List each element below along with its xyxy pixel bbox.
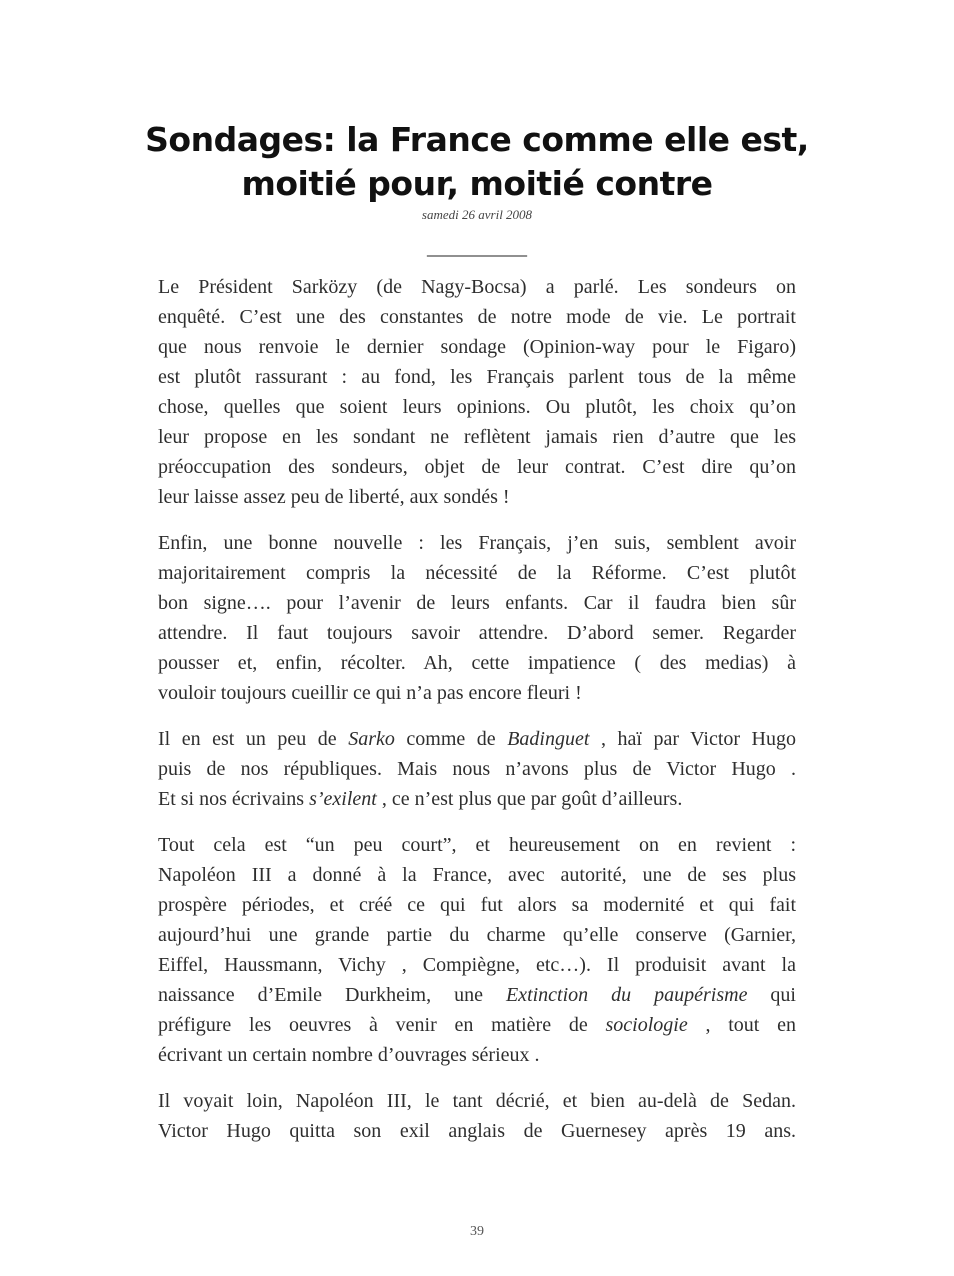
text-segment: enquêté. C’est une des constantes de notre mode de vie. Le portrait	[158, 306, 796, 328]
text-segment: naissance d’Emile Durkheim, une	[158, 984, 506, 1006]
text-line	[158, 678, 796, 708]
text-segment: Tout cela est “un peu court”, et heureusement on en revient :	[158, 834, 796, 856]
text-segment: majoritairement compris la nécessité de la Réforme. C’est plutôt	[158, 562, 796, 584]
text-line	[158, 558, 796, 588]
text-segment: attendre. Il faut toujours savoir attendre. D’abord semer. Regarder	[158, 622, 796, 644]
text-line	[158, 724, 796, 754]
text-line	[158, 754, 796, 784]
text-segment: écrivant un certain nombre d’ouvrages sérieux .	[158, 1044, 540, 1066]
text-line	[158, 1116, 796, 1146]
text-segment: préfigure les oeuvres à venir en matière de	[158, 1014, 606, 1036]
text-line	[158, 1010, 796, 1040]
text-line	[158, 890, 796, 920]
paragraph	[158, 528, 796, 708]
text-line	[158, 528, 796, 558]
text-segment: pousser et, enfin, récolter. Ah, cette impatience ( des medias) à	[158, 652, 796, 674]
text-segment: Et si nos écrivains	[158, 788, 310, 810]
text-segment: est plutôt rassurant : au fond, les Français parlent tous de la même	[158, 366, 796, 388]
text-segment: aujourd’hui une grande partie du charme qu’elle conserve (Garnier,	[158, 924, 796, 946]
text-segment: chose, quelles que soient leurs opinions. Ou plutôt, les choix qu’on	[158, 396, 796, 418]
text-segment: Victor Hugo quitta son exil anglais de Guernesey après 19 ans.	[158, 1120, 796, 1142]
italic-text: s’exilent	[309, 788, 377, 810]
text-line	[158, 332, 796, 362]
text-line	[158, 452, 796, 482]
text-line	[158, 588, 796, 618]
article-date: samedi 26 avril 2008	[421, 207, 533, 222]
title-line: moitié pour, moitié contre	[241, 164, 713, 203]
text-line	[158, 860, 796, 890]
text-segment: Enfin, une bonne nouvelle : les Français, j’en suis, semblent avoir	[158, 532, 796, 554]
text-segment: bon signe…. pour l’avenir de leurs enfants. Car il faudra bien sûr	[158, 592, 796, 614]
italic-text: Extinction du paupérisme	[505, 984, 748, 1006]
text-line	[158, 482, 796, 512]
text-line	[158, 422, 796, 452]
text-line	[158, 618, 796, 648]
paragraph	[158, 830, 796, 1070]
paragraph	[158, 1086, 796, 1146]
text-segment: vouloir toujours cueillir ce qui n’a pas encore fleuri !	[158, 682, 582, 704]
page-number: 39	[470, 1224, 484, 1239]
article-body	[158, 272, 796, 1162]
text-line	[158, 920, 796, 950]
text-line	[158, 950, 796, 980]
text-segment: , haï par Victor Hugo	[589, 728, 796, 750]
paragraph	[158, 272, 796, 512]
article-title	[0, 118, 954, 206]
text-segment: comme de	[394, 728, 508, 750]
text-segment: Le Président Sarközy (de Nagy-Bocsa) a parlé. Les sondeurs on	[158, 276, 796, 298]
text-segment: que nous renvoie le dernier sondage (Opinion-way pour le Figaro)	[158, 336, 796, 358]
text-segment: Napoléon III a donné à la France, avec autorité, une de ses plus	[158, 864, 796, 886]
separator-rule: __________	[427, 237, 527, 259]
text-segment: leur propose en les sondant ne reflètent jamais rien d’autre que les	[158, 426, 796, 448]
text-segment: puis de nos républiques. Mais nous n’avons plus de Victor Hugo .	[158, 758, 796, 780]
italic-text: Badinguet	[507, 728, 590, 750]
text-line	[158, 272, 796, 302]
text-line	[158, 1040, 796, 1070]
text-line	[158, 980, 796, 1010]
text-line	[158, 362, 796, 392]
text-line	[158, 1086, 796, 1116]
text-line	[158, 830, 796, 860]
text-line	[158, 648, 796, 678]
paragraph	[158, 724, 796, 814]
text-segment: , tout en	[687, 1014, 796, 1036]
text-segment: , ce n’est plus que par goût d’ailleurs.	[376, 788, 683, 810]
title-line: Sondages: la France comme elle est,	[145, 120, 809, 159]
text-segment: Eiffel, Haussmann, Vichy , Compiègne, etc…). Il produisit avant la	[158, 954, 796, 976]
text-segment: leur laisse assez peu de liberté, aux sondés !	[158, 486, 510, 508]
text-segment: préoccupation des sondeurs, objet de leur contrat. C’est dire qu’on	[158, 456, 796, 478]
italic-text: Sarko	[348, 728, 395, 750]
text-line	[158, 302, 796, 332]
text-line	[158, 392, 796, 422]
text-segment: qui	[747, 984, 796, 1006]
text-segment: Il voyait loin, Napoléon III, le tant décrié, et bien au-delà de Sedan.	[158, 1090, 796, 1112]
text-line	[158, 784, 796, 814]
text-segment: prospère périodes, et créé ce qui fut alors sa modernité et qui fait	[158, 894, 796, 916]
italic-text: sociologie	[605, 1014, 688, 1036]
text-segment: Il en est un peu de	[158, 728, 349, 750]
